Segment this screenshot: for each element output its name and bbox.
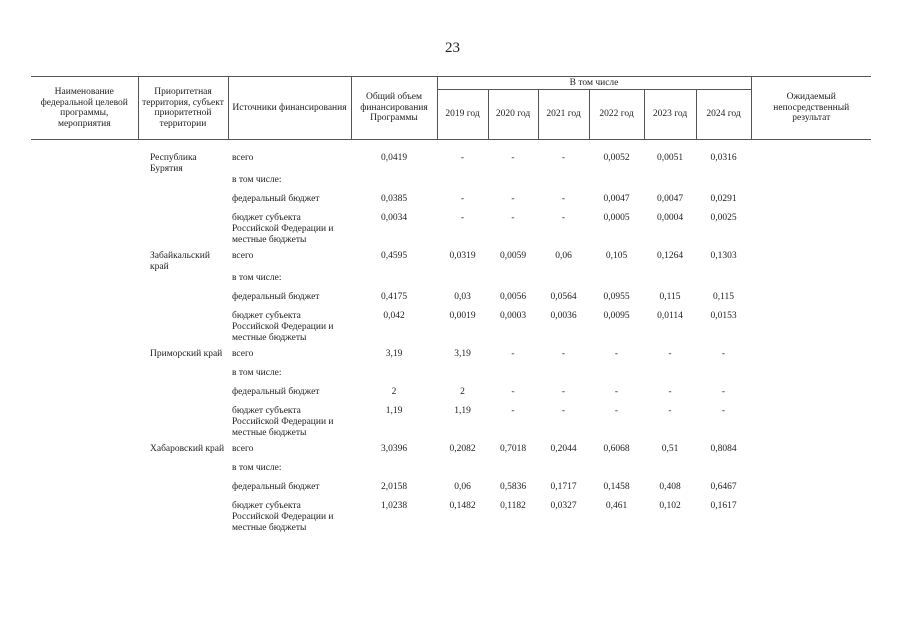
table-row [31,153,871,175]
year-value: 3,19 [454,348,471,359]
table-row [31,406,871,444]
funding-source: всего [232,152,254,163]
program-cell [31,368,138,387]
total-value: 1,19 [385,405,403,416]
year-value: - [614,405,619,416]
year-value: 0,0056 [499,291,527,302]
total-value: 0,0034 [380,212,408,223]
year-value [437,368,488,387]
year-value: 0,1458 [603,481,630,492]
region-name [138,194,228,213]
program-cell [31,311,138,349]
total-value: 3,0396 [380,443,408,454]
table-body [31,140,871,539]
result-cell [751,368,871,387]
total-value [351,463,437,482]
year-value: - [561,405,566,416]
region-name: Хабаровский край [150,443,225,454]
year-value: 0,2082 [449,443,476,454]
result-cell [751,213,871,251]
program-cell [31,387,138,406]
header-year: 2021 год [538,90,589,140]
year-value: - [511,386,515,397]
result-cell [751,387,871,406]
result-cell [751,311,871,349]
program-cell [31,349,138,368]
year-value [488,463,538,482]
year-value [644,175,696,194]
table-row [31,349,871,368]
funding-source: в том числе: [232,367,282,378]
region-name [138,311,228,349]
page-number: 23 [445,40,460,56]
year-value: - [511,152,515,163]
total-value: 0,4595 [380,250,408,261]
year-value [437,463,488,482]
region-name: Забайкальский край [150,250,210,272]
header-year: 2023 год [644,90,696,140]
total-value: 1,0238 [380,500,408,511]
year-value: 0,1303 [710,250,737,261]
year-value: - [614,386,619,397]
program-cell [31,213,138,251]
funding-source: всего [232,250,254,261]
total-value [351,273,437,292]
year-value: - [511,348,515,359]
program-cell [31,482,138,501]
total-value [351,368,437,387]
year-value: 0,0003 [499,310,527,321]
year-value: 0,1182 [500,500,526,511]
total-value: 0,0419 [380,152,408,163]
funding-source: в том числе: [232,462,282,473]
funding-source: всего [232,443,254,454]
year-value [488,273,538,292]
program-cell [31,444,138,463]
year-value: 0,0059 [499,250,527,261]
year-value [696,175,751,194]
table-row [31,482,871,501]
year-value: - [561,348,566,359]
table-row [31,368,871,387]
header-year: 2020 год [488,90,538,140]
year-value: 1,19 [454,405,471,416]
year-value: 0,0955 [603,291,630,302]
spacer-row [31,140,871,153]
year-value [589,368,644,387]
year-value: 0,8084 [710,443,737,454]
year-value: 0,06 [555,250,572,261]
table-row [31,501,871,539]
region-name: Республика Бурятия [150,152,197,174]
result-cell [751,501,871,539]
year-value: 0,0327 [550,500,577,511]
table-row [31,463,871,482]
result-cell [751,349,871,368]
year-value: 0,102 [659,500,681,511]
total-value: 0,042 [383,310,405,321]
header-year: 2024 год [696,90,751,140]
funding-source: федеральный бюджет [232,193,320,204]
year-value: 0,6467 [710,481,737,492]
year-value [538,273,589,292]
header-total: Общий объем финансирования Программы [351,77,437,140]
program-cell [31,153,138,175]
year-value: - [561,193,566,204]
year-value: 0,105 [605,250,628,261]
funding-source: в том числе: [232,174,282,185]
region-name [138,463,228,482]
result-cell [751,153,871,175]
year-value: - [721,405,726,416]
funding-source: бюджет субъекта Российской Федерации и местные бюджеты [232,405,334,438]
header-territory: Приоритетная территория, субъект приоритетной территории [138,77,228,140]
total-value: 2,0158 [380,481,408,492]
region-name [138,273,228,292]
year-value: - [561,212,566,223]
funding-source: федеральный бюджет [232,291,320,302]
header-year: 2022 год [589,90,644,140]
region-name [138,368,228,387]
year-value [589,273,644,292]
year-value: 0,5836 [499,481,527,492]
header-result: Ожидаемый непосредственный результат [751,77,871,140]
year-value: - [511,193,515,204]
year-value: 0,1617 [710,500,737,511]
year-value: 0,1482 [449,500,476,511]
year-value: - [511,212,515,223]
year-value: - [668,348,672,359]
year-value [538,463,589,482]
year-value: 0,2044 [550,443,577,454]
year-value: 0,0036 [550,310,577,321]
table-row [31,175,871,194]
year-value: - [460,152,465,163]
year-value [538,368,589,387]
year-value [538,175,589,194]
funding-source: бюджет субъекта Российской Федерации и местные бюджеты [232,310,334,343]
year-value: - [721,348,726,359]
region-name [138,482,228,501]
year-value [644,273,696,292]
funding-source: в том числе: [232,272,282,283]
year-value: 0,0047 [603,193,630,204]
table-row [31,292,871,311]
region-name [138,292,228,311]
year-value: 0,0019 [449,310,476,321]
result-cell [751,463,871,482]
total-value: 2 [391,386,397,397]
year-value: 0,0319 [449,250,476,261]
year-value: 0,0153 [710,310,737,321]
program-cell [31,406,138,444]
year-value: - [721,386,726,397]
region-name: Приморский край [150,348,223,359]
result-cell [751,251,871,273]
year-value: 0,0291 [710,193,737,204]
table-row [31,273,871,292]
result-cell [751,292,871,311]
total-value: 0,0385 [380,193,408,204]
total-value: 0,4175 [380,291,408,302]
year-value: 0,0052 [603,152,630,163]
result-cell [751,194,871,213]
result-cell [751,175,871,194]
year-value: 0,7018 [499,443,527,454]
table-row [31,213,871,251]
header-sources: Источники финансирования [228,77,351,140]
funding-source: всего [232,348,254,359]
year-value: - [668,386,672,397]
year-value: - [460,193,465,204]
result-cell [751,482,871,501]
result-cell [751,444,871,463]
program-cell [31,463,138,482]
year-value: 0,115 [712,291,735,302]
year-value [644,463,696,482]
year-value: - [460,212,465,223]
table-row [31,194,871,213]
program-cell [31,501,138,539]
total-value [351,175,437,194]
year-value [696,368,751,387]
year-value [488,175,538,194]
year-value [696,463,751,482]
year-value: 0,0005 [603,212,630,223]
year-value: 0,461 [605,500,628,511]
year-value [488,368,538,387]
funding-source: бюджет субъекта Российской Федерации и местные бюджеты [232,500,334,533]
year-value: 0,0316 [710,152,737,163]
year-value: 0,1717 [550,481,577,492]
year-value [589,463,644,482]
program-cell [31,251,138,273]
table-row [31,444,871,463]
funding-source: бюджет субъекта Российской Федерации и местные бюджеты [232,212,334,245]
region-name [138,501,228,539]
year-value: 0,0564 [550,291,577,302]
year-value: 0,0114 [657,310,683,321]
financing-table [31,76,871,539]
year-value: 0,408 [659,481,681,492]
year-value [644,368,696,387]
result-cell [751,406,871,444]
header-including: В том числе [437,77,751,90]
year-value [437,273,488,292]
result-cell [751,273,871,292]
year-value [696,273,751,292]
funding-source: федеральный бюджет [232,481,320,492]
year-value: 0,0025 [710,212,737,223]
year-value [589,175,644,194]
program-cell [31,273,138,292]
year-value: 0,0047 [656,193,684,204]
year-value [437,175,488,194]
year-value: - [561,152,566,163]
year-value: 0,06 [454,481,471,492]
header-year: 2019 год [437,90,488,140]
year-value: - [614,348,619,359]
funding-source: федеральный бюджет [232,386,320,397]
program-cell [31,175,138,194]
year-value: 0,51 [661,443,679,454]
year-value: 2 [460,386,465,397]
table-row [31,387,871,406]
year-value: 0,115 [659,291,681,302]
table-row [31,311,871,349]
year-value: 0,0095 [603,310,630,321]
year-value: 0,0004 [656,212,684,223]
year-value: - [561,386,566,397]
year-value: 0,6068 [603,443,630,454]
region-name [138,406,228,444]
program-cell [31,194,138,213]
region-name [138,175,228,194]
region-name [138,387,228,406]
program-cell [31,292,138,311]
year-value: 0,0051 [656,152,684,163]
table-header [31,77,871,140]
year-value: 0,03 [454,291,471,302]
region-name [138,213,228,251]
year-value: 0,1264 [656,250,684,261]
header-program: Наименование федеральной целевой программы, мероприятия [31,77,138,140]
table-row [31,251,871,273]
total-value: 3,19 [385,348,403,359]
year-value: - [668,405,672,416]
year-value: - [511,405,515,416]
